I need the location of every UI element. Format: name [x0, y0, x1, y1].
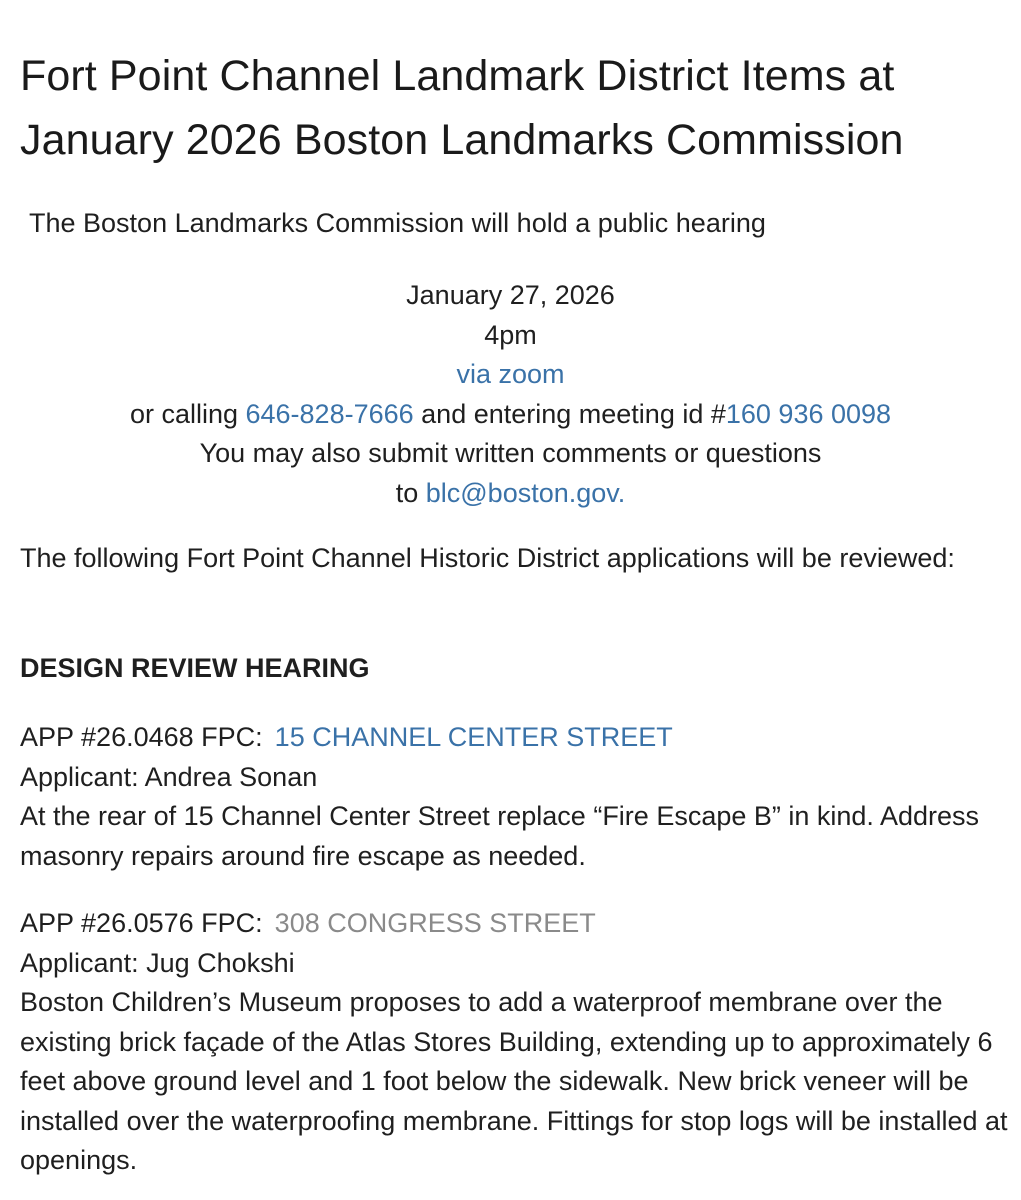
phone-link[interactable]: 646-828-7666: [245, 398, 414, 429]
email-prefix: to: [395, 477, 426, 508]
calling-middle: and entering meeting id #: [413, 398, 726, 429]
zoom-link[interactable]: via zoom: [456, 359, 565, 389]
address-link[interactable]: 15 CHANNEL CENTER STREET: [274, 722, 673, 752]
application-description: At the rear of 15 Channel Center Street replace “Fire Escape B” in kind. Address masonry repairs around fire escape as needed.: [20, 801, 979, 871]
hearing-intro: The Boston Landmarks Commission will hold a public hearing: [29, 208, 766, 238]
page-title: Fort Point Channel Landmark District Items at January 2026 Boston Landmarks Commission: [20, 52, 904, 164]
review-intro: The following Fort Point Channel Historic District applications will be reviewed:: [20, 543, 955, 573]
address-link[interactable]: 308 CONGRESS STREET: [274, 908, 596, 938]
app-number: APP #26.0468 FPC:: [20, 722, 263, 752]
app-number: APP #26.0576 FPC:: [20, 908, 263, 938]
email-link[interactable]: blc@boston.gov.: [425, 477, 626, 508]
meeting-id-link[interactable]: 160 936 0098: [725, 398, 892, 429]
section-heading: DESIGN REVIEW HEARING: [20, 653, 370, 683]
applicant-name: Applicant: Jug Chokshi: [20, 947, 295, 978]
comments-line: You may also submit written comments or questions: [199, 438, 822, 468]
meeting-date: January 27, 2026: [406, 280, 615, 310]
application-item: [20, 904, 1015, 1181]
meeting-time: 4pm: [484, 319, 537, 350]
application-item: [20, 718, 1015, 876]
application-description: Boston Children’s Museum proposes to add a waterproof membrane over the existing brick façade of the Atlas Stores Building, extending up to approximately 6 feet above ground level and 1 foot below the sidewalk. New brick veneer will be installed over the waterproofing membrane. Fittings for stop logs will be installed at openings.: [20, 987, 1008, 1175]
meeting-details: [0, 276, 1021, 513]
email-line: [0, 474, 1021, 514]
applicant-name: Applicant: Andrea Sonan: [20, 761, 318, 792]
calling-prefix: or calling: [129, 398, 246, 429]
calling-line: [0, 395, 1021, 435]
